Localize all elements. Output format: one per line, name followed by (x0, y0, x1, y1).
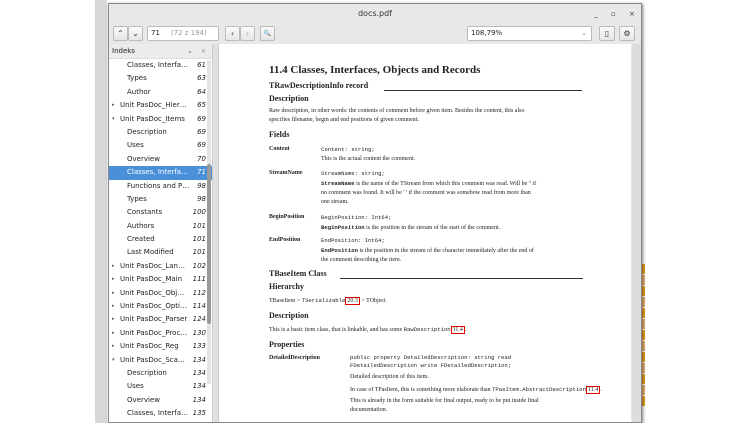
sidebar-item-page: 98 (197, 181, 206, 190)
sidebar-item[interactable] (109, 166, 212, 179)
sidebar-item[interactable] (109, 180, 212, 193)
sidebar-item-page: 69 (197, 141, 206, 150)
class-title: TBaseItem Class (269, 269, 327, 278)
sidebar-item[interactable] (109, 233, 212, 246)
code-ref: RawDescription (403, 326, 451, 333)
index-sidebar (109, 44, 212, 423)
sidebar-item-label: Last Modified (127, 248, 174, 257)
sidebar-item-page: 112 (192, 288, 206, 297)
sidebar-item-label: Classes, Interfa… (127, 61, 189, 69)
link-box[interactable]: 11.4 (588, 387, 599, 393)
property-desc (350, 397, 539, 415)
collapsed-arrow-icon[interactable]: ▸ (112, 262, 115, 269)
sidebar-item-label: Types (127, 74, 147, 83)
sidebar-item-label: Created (127, 235, 155, 244)
collapsed-arrow-icon[interactable]: ▸ (112, 316, 115, 323)
text-line: is the position in the stream of the character immediately after the end of (357, 248, 534, 254)
sidebar-item[interactable] (109, 354, 212, 367)
collapsed-arrow-icon[interactable]: ▸ (112, 303, 115, 310)
page-total: (72 z 194) (170, 29, 207, 37)
sidebar-item[interactable] (109, 126, 212, 139)
sidebar-item-page: 98 (197, 194, 206, 203)
sidebar-item-label: Author (127, 87, 151, 96)
sidebar-item-label: Unit PasDoc_Sca… (120, 355, 185, 364)
sidebar-item-page: 70 (197, 154, 206, 163)
sidebar-item-page: 133 (192, 342, 206, 351)
search-button[interactable]: 🔍 (260, 26, 275, 41)
collapsed-arrow-icon[interactable]: ▸ (112, 329, 115, 336)
sidebar-item[interactable] (109, 153, 212, 166)
sidebar-title: Indeks (112, 47, 135, 55)
text: . (464, 327, 467, 333)
sidebar-item[interactable] (109, 260, 212, 273)
code-ref: EndPosition (321, 247, 358, 254)
sidebar-item[interactable] (109, 273, 212, 286)
text-line: This is already in the form suitable for final output, ready to be put inside final (350, 398, 539, 404)
sidebar-item-page: 134 (192, 355, 206, 364)
bookmark-button[interactable]: ▯ (599, 26, 615, 41)
sidebar-item-page: 101 (192, 248, 206, 257)
sidebar-item[interactable] (109, 407, 212, 420)
text-line: documentation. (350, 407, 388, 413)
document-scrollbar[interactable] (631, 44, 642, 423)
text: TBaseItem > (269, 298, 302, 304)
description-text (269, 107, 524, 125)
sidebar-item-label: Unit PasDoc_Main (120, 275, 183, 284)
zoom-value: 108,79% (471, 29, 503, 37)
sidebar-item[interactable] (109, 99, 212, 112)
text-line: Raw description, in other words: the contents of comment before given item. Besides the content, this also (269, 108, 525, 114)
sidebar-item-page: 134 (192, 368, 206, 377)
description-text (269, 325, 466, 335)
sidebar-item-page: 63 (197, 74, 206, 83)
sidebar-item-label: Unit PasDoc_Hier… (120, 101, 187, 110)
field-decl: StreamName: string; (321, 170, 385, 177)
description-heading: Description (269, 311, 309, 320)
sidebar-item-page: 102 (192, 261, 206, 270)
sidebar-item[interactable] (109, 86, 212, 99)
sidebar-item-label: Description (127, 127, 167, 136)
field-name: EndPosition (269, 237, 301, 243)
sidebar-item-page: 134 (192, 395, 206, 404)
pdf-viewer-window (108, 3, 642, 423)
forward-button[interactable]: › (240, 26, 255, 41)
sidebar-splitter[interactable] (212, 44, 219, 423)
sidebar-item[interactable] (109, 206, 212, 219)
maximize-button[interactable]: ▫ (611, 10, 616, 18)
text-line: public property DetailedDescription: string read (350, 354, 512, 361)
background-window (95, 0, 107, 423)
property-name: DetailedDescription (269, 355, 320, 361)
sidebar-item-label: Authors (127, 221, 155, 230)
field-name: Content (269, 146, 290, 152)
field-decl: BeginPosition: Int64; (321, 214, 392, 221)
previous-page-button[interactable]: ⌃ (113, 26, 128, 41)
sidebar-item-label: Unit PasDoc_Lan… (120, 261, 185, 270)
zoom-select[interactable] (467, 26, 592, 41)
text-line: one stream. (321, 199, 349, 205)
sidebar-item-page: 100 (192, 208, 206, 217)
chevron-down-icon: ⌄ (581, 29, 587, 37)
close-button[interactable]: × (629, 10, 635, 18)
sidebar-item-label: Overview (127, 395, 160, 404)
sidebar-item-label: Uses (127, 141, 144, 150)
text-line: is the name of the TStream from which this comment was read. Will be '' if (354, 181, 537, 187)
code-ref: TSerializable (301, 297, 346, 304)
sidebar-item[interactable] (109, 59, 212, 72)
sidebar-item-page: 135 (192, 409, 206, 418)
sidebar-item[interactable] (109, 193, 212, 206)
settings-button[interactable]: ⚙ (619, 26, 635, 41)
sidebar-item[interactable] (109, 72, 212, 85)
sidebar-item[interactable] (109, 340, 212, 353)
property-desc (350, 385, 602, 395)
document-view (219, 44, 631, 423)
text-line: the comment describing the item. (321, 257, 402, 263)
sidebar-item-label: Unit PasDoc_Proc… (120, 328, 188, 337)
code-ref: StreamName (321, 180, 355, 187)
collapsed-arrow-icon[interactable]: ▸ (112, 102, 115, 109)
link-box[interactable]: 20.3 (347, 298, 358, 304)
sidebar-item-page: 134 (192, 382, 206, 391)
field-desc: This is the actual content the comment. (321, 156, 416, 162)
next-page-button[interactable]: ⌄ (128, 26, 143, 41)
collapsed-arrow-icon[interactable]: ▸ (112, 276, 115, 283)
text: In case of TPasItem, this is something more elaborate than (350, 387, 493, 393)
sidebar-item-label: Unit PasDoc_Reg (120, 342, 179, 351)
field-desc (321, 179, 536, 207)
page-number-value: 71 (151, 29, 160, 37)
sidebar-item[interactable] (109, 300, 212, 313)
sidebar-header (109, 44, 212, 59)
collapsed-arrow-icon[interactable]: ▸ (112, 343, 115, 350)
sidebar-item-label: Uses (127, 382, 144, 391)
text: . (600, 387, 602, 393)
property-decl (350, 354, 511, 370)
sidebar-item-label: Unit PasDoc_Parser (120, 315, 188, 324)
code-ref: TPasItem.AbstractDescription (492, 386, 587, 393)
sidebar-item-page: 114 (192, 302, 206, 311)
sidebar-item[interactable] (109, 113, 212, 126)
sidebar-item-page: 71 (197, 168, 206, 177)
sidebar-item-label: Constants (127, 208, 163, 217)
record-title: TRawDescriptionInfo record (269, 81, 369, 90)
properties-heading: Properties (269, 340, 305, 349)
sidebar-item-page: 101 (192, 221, 206, 230)
sidebar-item-label: Classes, Interfa… (127, 168, 189, 177)
sidebar-item-page: 61 (197, 61, 206, 69)
sidebar-item-label: Classes, Interfa… (127, 409, 189, 418)
sidebar-item[interactable] (109, 287, 212, 300)
page-number-input[interactable] (147, 26, 219, 41)
text: > TObject (359, 298, 386, 304)
sidebar-item-page: 130 (192, 328, 206, 337)
fields-heading: Fields (269, 130, 290, 139)
sidebar-item[interactable] (109, 313, 212, 326)
sidebar-item-page: 124 (192, 315, 206, 324)
sidebar-item-label: Unit PasDoc_Opti… (120, 302, 187, 311)
sidebar-item-page: 69 (197, 127, 206, 136)
back-button[interactable]: ‹ (225, 26, 240, 41)
chevron-down-icon[interactable]: ⌄ (187, 47, 193, 55)
description-heading: Description (269, 94, 309, 103)
text: This is a basic item class, that is linkable, and has some (269, 327, 404, 333)
collapsed-arrow-icon[interactable]: ▸ (112, 289, 115, 296)
field-desc (321, 246, 534, 265)
text-line: is the position in the stream of the start of the comment. (364, 225, 501, 231)
code-ref: BeginPosition (321, 224, 365, 231)
section-heading: 11.4 Classes, Interfaces, Objects and Records (269, 64, 481, 76)
text-line: no comment was found. It will be ' ' if the comment was somehow read from more than (321, 190, 531, 196)
title-rule (384, 90, 582, 91)
sidebar-item[interactable] (109, 327, 212, 340)
minimize-button[interactable]: _ (594, 10, 598, 18)
hierarchy-heading: Hierarchy (269, 282, 304, 291)
sidebar-item-label: Overview (127, 154, 160, 163)
sidebar-item[interactable] (109, 394, 212, 407)
sidebar-item-label: Functions and P… (127, 181, 190, 190)
field-decl: EndPosition: Int64; (321, 237, 385, 244)
sidebar-item-page: 69 (197, 114, 206, 123)
sidebar-item[interactable] (109, 367, 212, 380)
text-line: specifies filename, begin and end positions of given comment. (269, 117, 419, 123)
property-desc: Detailed description of this item. (350, 374, 429, 380)
hierarchy-text (269, 296, 386, 306)
sidebar-item-label: Types (127, 194, 147, 203)
sidebar-item-page: 64 (197, 87, 206, 96)
expanded-arrow-icon[interactable]: ▾ (112, 115, 115, 122)
toolbar (109, 24, 641, 44)
field-decl: Content: string; (321, 146, 375, 153)
sidebar-item[interactable] (109, 246, 212, 259)
sidebar-scroll-thumb[interactable] (207, 164, 211, 324)
window-title: docs.pdf (357, 9, 393, 18)
sidebar-item-label: Unit PasDoc_Obj… (120, 288, 185, 297)
sidebar-item[interactable] (109, 139, 212, 152)
sidebar-item-label: Unit PasDoc_Items (120, 114, 185, 123)
sidebar-item-page: 65 (197, 101, 206, 110)
field-name: BeginPosition (269, 214, 305, 220)
expanded-arrow-icon[interactable]: ▾ (112, 356, 115, 363)
title-rule (340, 278, 583, 279)
close-sidebar-icon[interactable]: ✕ (201, 48, 207, 55)
field-name: StreamName (269, 170, 303, 176)
sidebar-item-label: Description (127, 368, 167, 377)
link-box[interactable]: 11.4 (452, 327, 463, 333)
text-line: FDetailedDescription write FDetailedDescription; (350, 362, 512, 369)
sidebar-item[interactable] (109, 220, 212, 233)
sidebar-item[interactable] (109, 380, 212, 393)
field-desc (321, 223, 500, 233)
sidebar-item-page: 111 (192, 275, 206, 284)
sidebar-item-page: 101 (192, 235, 206, 244)
